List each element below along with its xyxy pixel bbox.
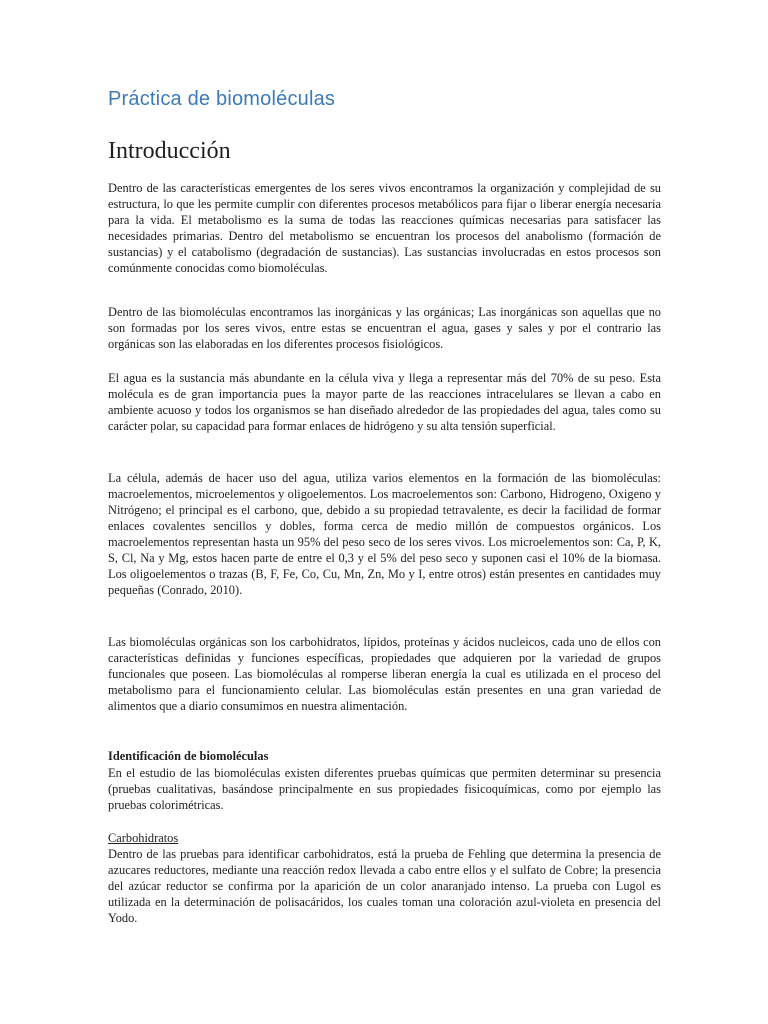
identification-heading: Identificación de biomoléculas bbox=[108, 749, 269, 763]
carbohydrates-paragraph: Dentro de las pruebas para identificar carbohidratos, está la prueba de Fehling que determina la presencia de azucares reductores, mediante una reacción redox llevada a cabo entre ellos y el sulfato de Cobre; la presencia del azúcar reductor se confirma por la aparición de un color anaranjado intenso. La prueba con Lugol es utilizada en la determinación de polisacáridos, los cuales toman una coloración azul-violeta en presencia del Yodo. bbox=[108, 847, 661, 925]
carbohydrates-heading: Carbohidratos bbox=[108, 831, 179, 845]
document-title: Práctica de biomoléculas bbox=[108, 88, 336, 110]
identification-paragraph: En el estudio de las biomoléculas existen diferentes pruebas químicas que permiten determinar su presencia (pruebas cualitativas, basándose principalmente en sus propiedades fisicoquímicas, como por ejemplo las pruebas colorimétricas. bbox=[108, 766, 661, 812]
paragraph-5: Las biomoléculas orgánicas son los carbohidratos, lípidos, proteínas y ácidos nucleicos, cada uno de ellos con características definidas y funciones específicas, propiedades que adquieren por la variedad de grupos funcionales que poseen. Las biomoléculas al romperse liberan energía la cual es utilizada en el proceso del metabolismo para el funcionamiento celular. Las biomoléculas están presentes en una gran variedad de alimentos que a diario consumimos en nuestra alimentación. bbox=[108, 635, 661, 713]
paragraph-1: Dentro de las características emergentes de los seres vivos encontramos la organización y complejidad de su estructura, lo que les permite cumplir con diferentes procesos metabólicos para fijar o liberar energía necesaria para la vida. El metabolismo es la suma de todas las reacciones químicas necesarias para satisfacer las necesidades primarias. Dentro del metabolismo se encuentran los procesos del anabolismo (formación de sustancias) y el catabolismo (degradación de sustancias). Las sustancias involucradas en estos procesos son comúnmente conocidas como biomoléculas. bbox=[108, 181, 661, 275]
section-heading-introduccion: Introducción bbox=[108, 138, 231, 164]
paragraph-3: El agua es la sustancia más abundante en la célula viva y llega a representar más del 70% de su peso. Esta molécula es de gran importancia pues la mayor parte de las reacciones intracelulares se llevan a cabo en ambiente acuoso y todos los organismos se han diseñado alrededor de las propiedades del agua, tales como su carácter polar, su capacidad para formar enlaces de hidrógeno y su alta tensión superficial. bbox=[108, 371, 661, 433]
paragraph-4: La célula, además de hacer uso del agua, utiliza varios elementos en la formación de las biomoléculas: macroelementos, microelementos y oligoelementos. Los macroelementos son: Carbono, Hidrogeno, Oxigeno y Nitrógeno; el principal es el carbono, que, debido a su propiedad tetravalente, es decir la facilidad de formar enlaces covalentes sencillos y dobles, forma cerca de medio millón de compuestos orgánicos. Los macroelementos representan hasta un 95% del peso seco de los seres vivos. Los microelementos son: Ca, P, K, S, Cl, Na y Mg, estos hacen parte de entre el 0,3 y el 5% del peso seco y suponen casi el 10% de la biomasa. Los oligoelementos o trazas (B, F, Fe, Co, Cu, Mn, Zn, Mo y I, entre otros) están presentes en cantidades muy pequeñas (Conrado, 2010). bbox=[108, 471, 661, 597]
paragraph-2: Dentro de las biomoléculas encontramos las inorgánicas y las orgánicas; Las inorgánicas son aquellas que no son formadas por los seres vivos, entre estas se encuentran el agua, gases y sales y por el contrario las orgánicas son las elaboradas en los diferentes procesos fisiológicos. bbox=[108, 305, 661, 351]
